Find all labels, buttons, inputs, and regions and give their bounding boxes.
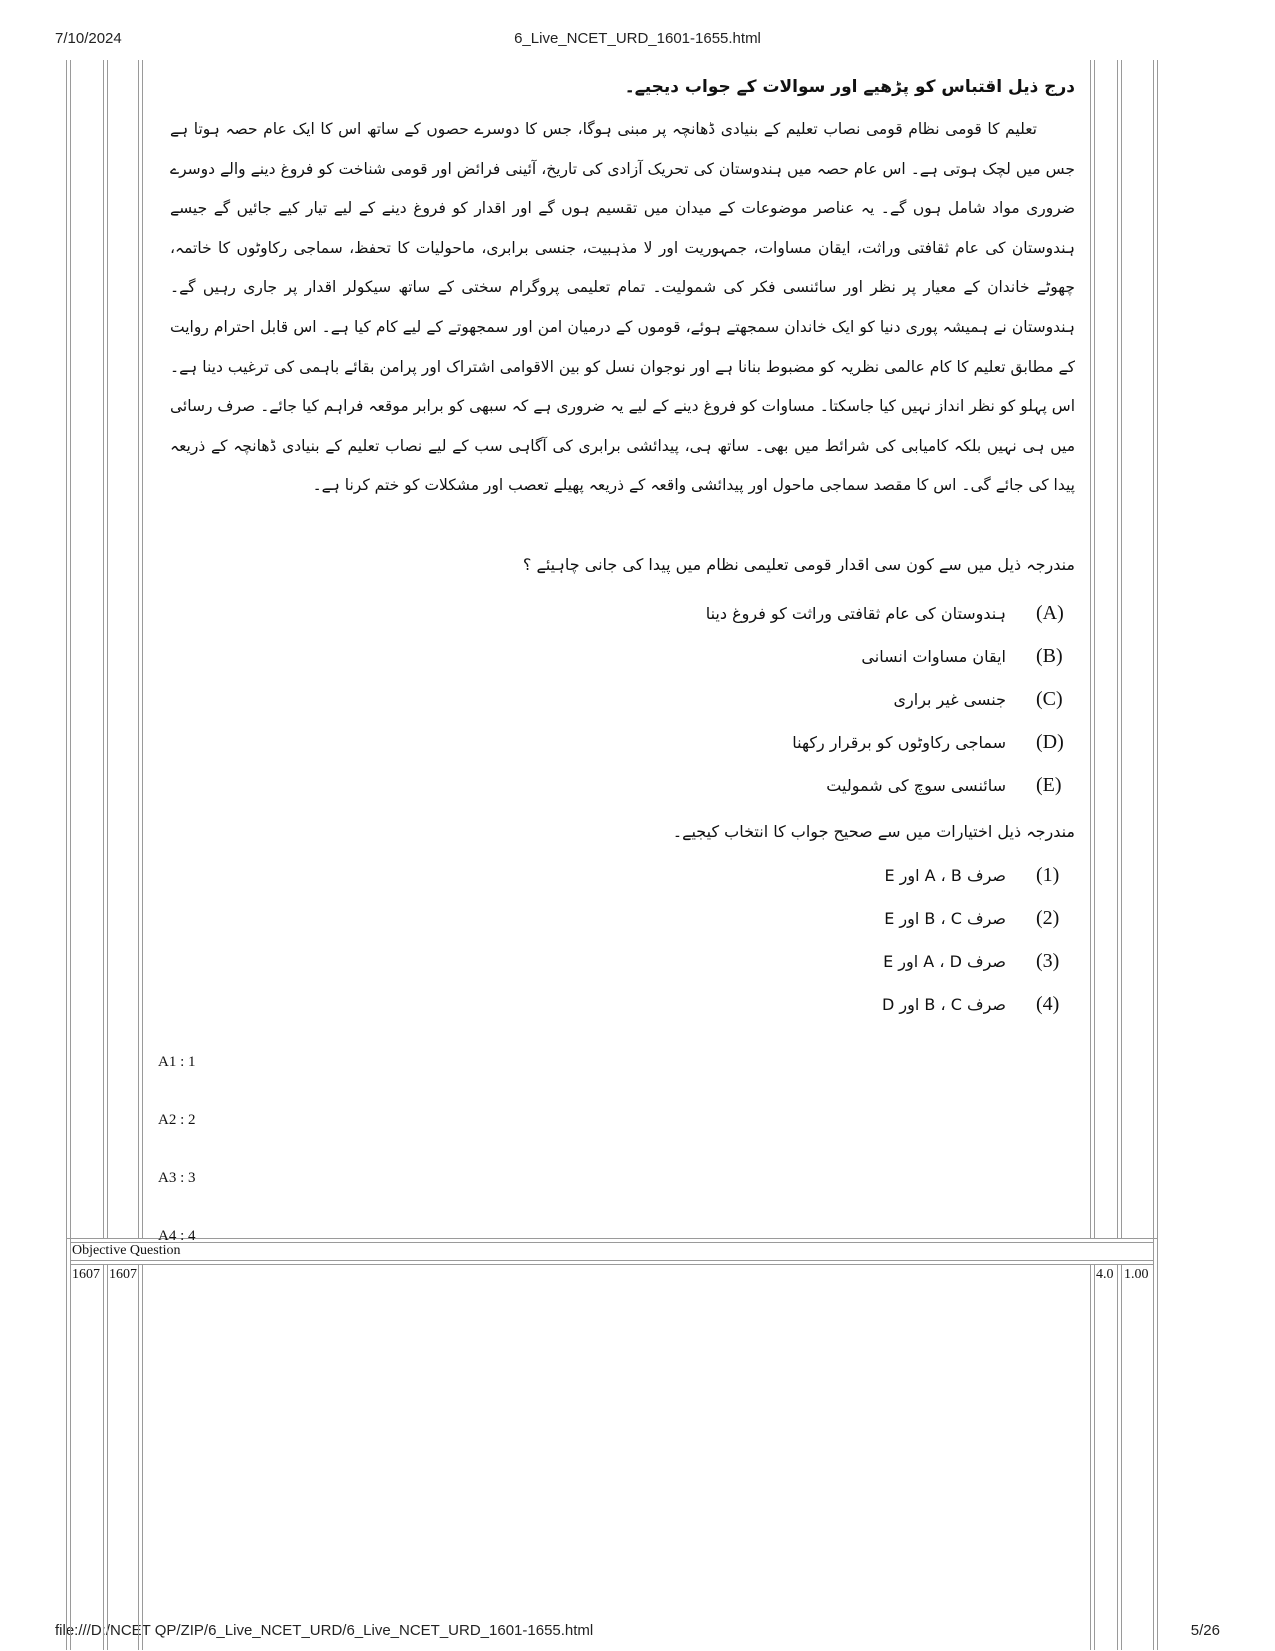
question-type-label: Objective Question <box>72 1243 181 1258</box>
statement-key: (C) <box>1036 687 1063 710</box>
statement-c <box>894 682 1071 716</box>
statement-b <box>861 639 1070 673</box>
col-divider <box>1090 1264 1091 1650</box>
option-key: (3) <box>1036 949 1060 972</box>
statement-key: (A) <box>1036 601 1064 624</box>
statement-text: ہندوستان کی عام ثقافتی وراثت کو فروغ دینا <box>705 603 1006 623</box>
col-divider <box>103 60 104 1238</box>
serial-number: 1607 <box>72 1267 100 1282</box>
col-divider <box>1117 60 1118 1238</box>
col-divider <box>107 1264 108 1650</box>
col-divider <box>138 1264 139 1650</box>
statement-e <box>826 768 1070 802</box>
statement-a <box>706 596 1070 630</box>
option-text: صرف A ، B اور E <box>884 865 1006 885</box>
option-key: (1) <box>1036 863 1060 886</box>
marks: 4.0 <box>1096 1267 1114 1282</box>
col-divider <box>1094 60 1095 1238</box>
print-date: 7/10/2024 <box>55 30 122 47</box>
row-divider <box>66 1238 1158 1239</box>
answer-item: A3 : 3 <box>158 1170 196 1186</box>
table-border-right-inner <box>1157 60 1158 1650</box>
option-key: (2) <box>1036 906 1060 929</box>
negative-marks: 1.00 <box>1124 1267 1149 1282</box>
statement-text: جنسی غیر براری <box>893 689 1006 709</box>
print-title: 6_Live_NCET_URD_1601-1655.html <box>514 30 761 47</box>
answer-item: A4 : 4 <box>158 1228 196 1244</box>
col-divider <box>142 1264 143 1650</box>
col-divider <box>1117 1264 1118 1650</box>
print-page-number: 5/26 <box>1190 1622 1220 1639</box>
col-divider <box>142 60 143 1238</box>
statement-text: سماجی رکاوٹوں کو برقرار رکھنا <box>792 732 1006 752</box>
option-1 <box>884 858 1070 892</box>
table-border-right <box>1153 60 1154 1650</box>
answer-item: A1 : 1 <box>158 1054 196 1070</box>
statement-text: سائنسی سوچ کی شمولیت <box>826 775 1006 795</box>
passage-instruction: درج ذیل اقتباس کو پڑھیے اور سوالات کے جواب دیجیے۔ <box>624 77 1075 97</box>
question-text: مندرجہ ذیل میں سے کون سی اقدار قومی تعلیمی نظام میں پیدا کی جانی چاہیئے ؟ <box>522 555 1075 574</box>
option-2 <box>884 901 1070 935</box>
statement-text: ایقان مساوات انسانی <box>861 646 1006 666</box>
statement-key: (B) <box>1036 644 1063 667</box>
col-divider <box>103 1264 104 1650</box>
question-id: 1607 <box>109 1267 137 1282</box>
option-3 <box>883 944 1070 978</box>
print-file-path: file:///D:/NCET QP/ZIP/6_Live_NCET_URD/6_Live_NCET_URD_1601-1655.html <box>55 1622 594 1639</box>
col-divider <box>1121 1264 1122 1650</box>
option-key: (4) <box>1036 992 1060 1015</box>
statement-key: (D) <box>1036 730 1064 753</box>
option-4 <box>882 987 1070 1021</box>
row-divider <box>70 1264 1154 1265</box>
statement-d <box>792 725 1070 759</box>
col-divider <box>1121 60 1122 1238</box>
answer-item: A2 : 2 <box>158 1112 196 1128</box>
statement-key: (E) <box>1036 773 1062 796</box>
col-divider <box>1090 60 1091 1238</box>
option-text: صرف B ، C اور D <box>882 994 1006 1014</box>
col-divider <box>107 60 108 1238</box>
col-divider <box>138 60 139 1238</box>
row-divider <box>70 1242 1154 1243</box>
option-text: صرف A ، D اور E <box>883 951 1006 971</box>
row-divider <box>70 1260 1154 1261</box>
table-border-left-inner <box>70 60 71 1650</box>
col-divider <box>1094 1264 1095 1650</box>
table-border-left <box>66 60 67 1650</box>
choice-instruction: مندرجہ ذیل اختیارات میں سے صحیح جواب کا انتخاب کیجیے۔ <box>672 822 1075 841</box>
passage-text: تعلیم کا قومی نظام قومی نصاب تعلیم کے بنیادی ڈھانچہ پر مبنی ہوگا، جس کا دوسرے حصوں کے ساتھ اس کا ایک عام حصہ ہوتا ہے جس میں لچک ہوتی ہے۔ اس عام حصہ میں ہندوستان کی تحریک آزادی کی تاریخ، آئینی فرائض اور قومی شناخت کو فروغ دینے والے دوسرے ضروری مواد شامل ہوں گے۔ یہ عناصر موضوعات کے میدان میں تقسیم ہوں گے اور اقدار کو فروغ دینے کے لیے تیار کیے جائیں گے جیسے ہندوستان کی عام ثقافتی وراثت، ایقان مساوات، جمہوریت اور لا مذہبیت، جنسی برابری، ماحولیات کا تحفظ، سماجی رکاوٹوں کا خاتمہ، چھوٹے خاندان کے معیار پر نظر اور سائنسی فکر کی شمولیت۔ تمام تعلیمی پروگرام سختی کے ساتھ سیکولر اقدار پر جاری رہیں گے۔ ہندوستان نے ہمیشہ پوری دنیا کو ایک خاندان سمجھتے ہوئے، قوموں کے درمیان امن اور سمجھوتے کے لیے کام کیا ہے۔ اس قابل احترام روایت کے مطابق تعلیم کا کام عالمی نظریہ کو مضبوط بنانا ہے اور نوجوان نسل کو بین الاقوامی اشتراک اور پرامن بقائے باہمی کی ترغیب دینا ہے۔ اس پہلو کو نظر انداز نہیں کیا جاسکتا۔ مساوات کو فروغ دینے کے لیے یہ ضروری ہے کہ سبھی کو برابر موقعہ فراہم کیا جائے۔ صرف رسائی میں ہی نہیں بلکہ کامیابی کی شرائط میں بھی۔ ساتھ ہی، پیدائشی برابری کی آگاہی سب کے لیے نصاب تعلیم کے بنیادی ڈھانچہ کے ذریعہ پیدا کی جائے گی۔ اس کا مقصد سماجی ماحول اور پیدائشی واقعہ کے ذریعہ پھیلے تعصب اور مشکلات کو ختم کرنا ہے۔ <box>170 120 1075 495</box>
option-text: صرف B ، C اور E <box>884 908 1006 928</box>
